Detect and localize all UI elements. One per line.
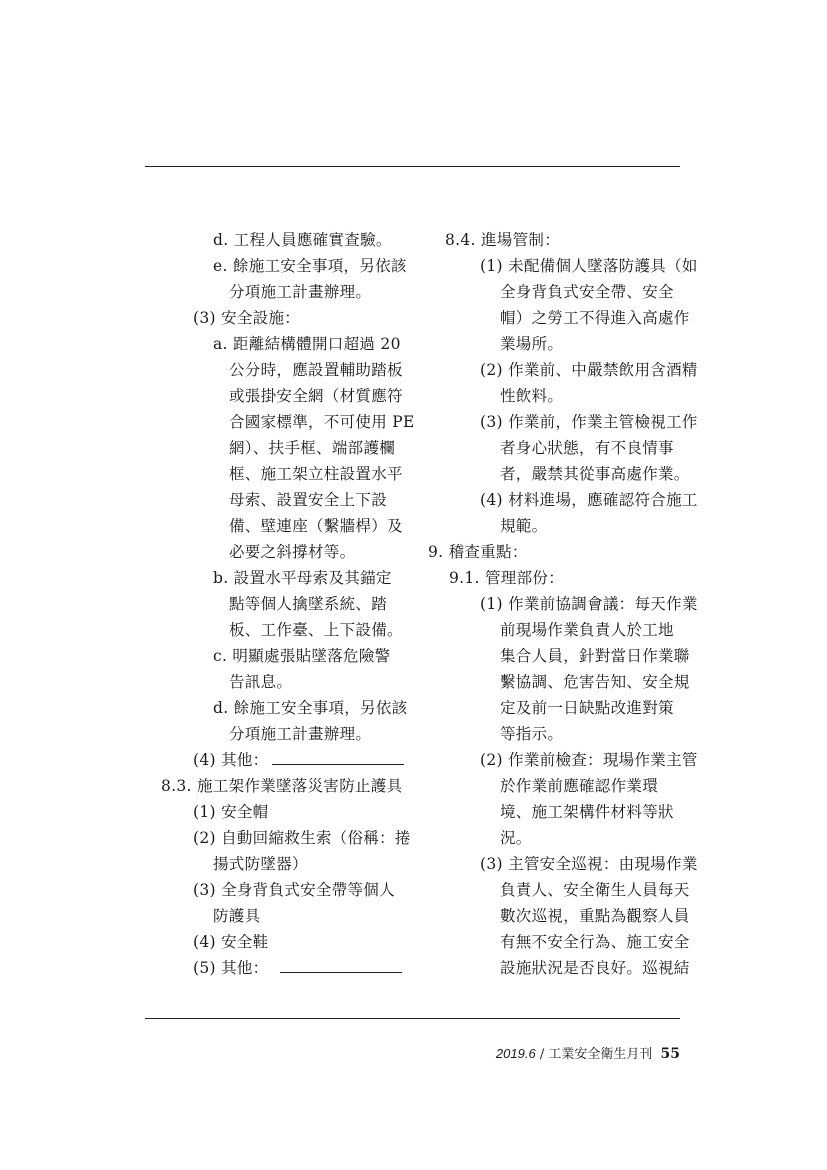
text-line: d. 餘施工安全事項，另依該 [213,699,408,717]
text-line: 合國家標準，不可使用 PE [229,413,415,431]
text-line: d. 工程人員應確實查驗。 [213,231,392,249]
text-line: 者身心狀態，有不良情事 [500,439,674,457]
text-line: b. 設置水平母索及其錨定 [213,569,392,587]
text-line: 況。 [500,829,532,847]
text-line: 母索、設置安全上下設 [229,491,388,509]
issue-date: 2019.6 [495,1046,536,1061]
text-line: 數次巡視，重點為觀察人員 [500,907,690,925]
other-label: (5) 其他： [193,959,269,977]
text-line: (2) 作業前、中嚴禁飲用含酒精 [480,361,698,379]
text-line: (3) 作業前，作業主管檢視工作 [480,413,698,431]
footer-rule [145,1018,680,1019]
footer-separator: / [539,1047,545,1062]
text-line: 規範。 [500,517,548,535]
publication-title: 工業安全衛生月刊 [548,1047,653,1062]
text-line: (4) 安全鞋 [193,933,269,951]
text-line: 板、工作臺、上下設備。 [229,621,403,639]
text-line: 公分時，應設置輔助踏板 [229,361,403,379]
text-line: 網）、扶手框、端部護欄 [229,439,396,457]
text-line: 分項施工計畫辦理。 [229,283,372,301]
text-line: (2) 作業前檢查：現場作業主管 [480,751,698,769]
text-line: 設施狀況是否良好。巡視結 [500,959,690,977]
other-label: (4) 其他： [193,751,269,769]
text-line: 或張掛安全網（材質應符 [229,387,403,405]
page-number: 55 [660,1046,680,1062]
text-line: c. 明顯處張貼墜落危險警 [213,647,391,665]
text-line: 負責人、安全衛生人員每天 [500,881,690,899]
text-line [193,750,404,770]
text-line: (2) 自動回縮救生索（俗稱：捲 [193,829,411,847]
text-line: 性飲料。 [500,387,564,405]
text-line: 揚式防墜器） [213,855,308,873]
text-line: (3) 主管安全巡視：由現場作業 [480,855,698,873]
text-line: 分項施工計畫辦理。 [229,725,372,743]
text-line: 備、壁連座（繫牆桿）及 [229,517,403,535]
text-line: 等指示。 [500,725,564,743]
text-line: (4) 材料進場，應確認符合施工 [480,491,698,509]
section-heading: 8.3. 施工架作業墜落災害防止護具 [161,777,403,795]
text-line: 告訊息。 [229,673,293,691]
text-line: 前現場作業負責人於工地 [500,621,674,639]
page-footer [496,1043,680,1062]
text-line: 業場所。 [500,335,564,353]
section-heading: 9. 稽查重點： [428,543,528,561]
fill-in-blank [272,750,404,765]
text-line: 者，嚴禁其從事高處作業。 [500,465,690,483]
text-line [193,958,402,978]
text-line: 帽）之勞工不得進入高處作 [500,309,690,327]
text-line: 有無不安全行為、施工安全 [500,933,690,951]
text-line: (3) 全身背負式安全帶等個人 [193,881,395,899]
fill-in-blank [280,958,402,973]
text-line: a. 距離結構體開口超過 20 [213,335,401,353]
text-line: (1) 安全帽 [193,803,269,821]
text-line: 點等個人擒墜系統、踏 [229,595,388,613]
text-line: 框、施工架立柱設置水平 [229,465,403,483]
text-line: (1) 未配備個人墜落防護具（如 [480,257,698,275]
text-line: 於作業前應確認作業環 [500,777,659,795]
text-line: 集合人員，針對當日作業聯 [500,647,690,665]
text-line: 全身背負式安全帶、安全 [500,283,674,301]
text-line: 繫協調、危害告知、安全規 [500,673,690,691]
section-heading: 8.4. 進場管制： [445,231,561,249]
text-line: 防護具 [213,907,261,925]
header-rule [145,166,680,167]
text-line: (1) 作業前協調會議：每天作業 [480,595,698,613]
text-line: e. 餘施工安全事項，另依該 [213,257,407,275]
text-line: 定及前一日缺點改進對策 [500,699,674,717]
subsection-heading: 9.1. 管理部份： [449,569,565,587]
text-line: 必要之斜撐材等。 [229,543,356,561]
text-line: (3) 安全設施： [193,309,301,327]
text-line: 境、施工架構件材料等狀 [500,803,674,821]
